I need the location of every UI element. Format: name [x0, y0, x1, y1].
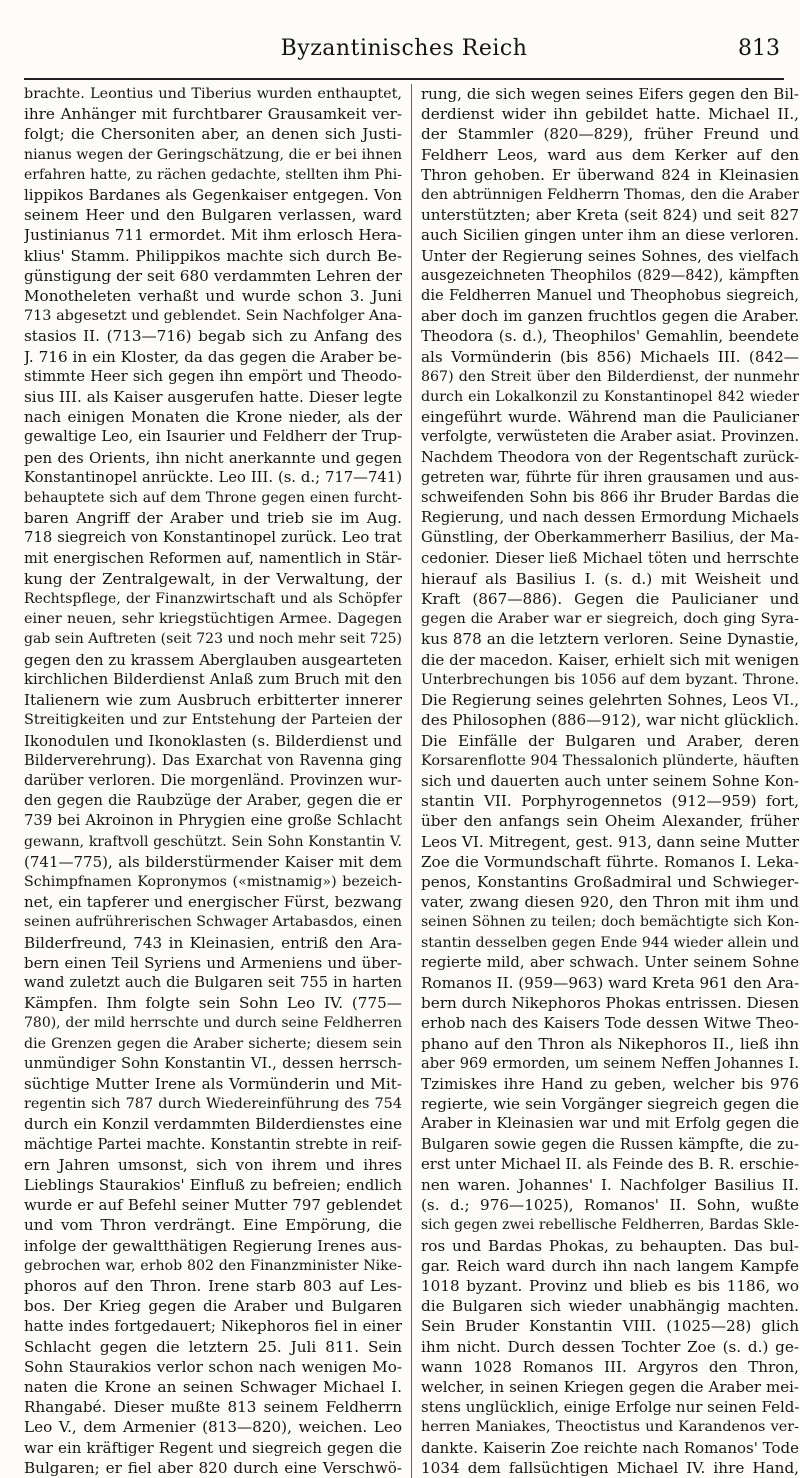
text-line: welcher, in seinen Kriegen gegen die Araber mei-	[421, 1378, 799, 1396]
text-line: regierte mild, aber schwach. Unter seinem Sohne	[421, 953, 799, 971]
text-line: behauptete sich auf dem Throne gegen einen furcht-	[24, 490, 402, 507]
text-line: folgt; die Chersoniten aber, an denen sich Justi-	[24, 125, 402, 144]
text-line: den abtrünnigen Feldherrn Thomas, den die Araber	[421, 187, 799, 204]
text-line: Nachdem Theodora von der Regentschaft zurück-	[421, 448, 799, 466]
text-line: wurde er auf Befehl seiner Mutter 797 geblendet	[24, 1196, 402, 1215]
text-line: einer neuen, sehr kriegstüchtigen Armee. Dagegen	[24, 611, 402, 628]
text-line: der Stammler (820—829), früher Freund und	[421, 125, 799, 144]
text-line: stimmte Heer sich gegen ihn empört und Theodo-	[24, 367, 402, 385]
text-line: wann 1028 Romanos III. Argyros den Thron,	[421, 1357, 799, 1376]
text-line: klius' Stamm. Philippikos machte sich durch Be-	[24, 246, 402, 265]
text-line: süchtige Mutter Irene als Vormünderin und Mit-	[24, 1074, 402, 1093]
text-line: Günstling, der Oberkammerherr Basilius, der Ma-	[421, 529, 799, 547]
text-line: Romanos II. (959—963) ward Kreta 961 den Ara-	[421, 973, 799, 992]
text-line: Schlacht gegen die letztern 25. Juli 811. Sein	[24, 1337, 402, 1356]
text-line: aber doch im ganzen fruchtlos gegen die Araber.	[421, 307, 799, 326]
text-line: schweifenden Sohn bis 866 ihr Bruder Bardas die	[421, 489, 799, 507]
text-line: rung, die sich wegen seines Eifers gegen den Bil-	[421, 85, 799, 103]
text-line: mächtige Partei machte. Konstantin strebte in reif-	[24, 1135, 402, 1153]
text-line: 713 abgesetzt und geblendet. Sein Nachfolger Ana-	[24, 308, 402, 325]
text-line: sich und dauerten auch unter seinem Sohne Kon-	[421, 771, 799, 790]
text-line: Araber in Kleinasien war und mit Erfolg gegen die	[421, 1115, 799, 1133]
text-line: ausgezeichneten Theophilos (829—842), kämpften	[421, 266, 799, 284]
text-line: des Philosophen (886—912), war nicht glücklich.	[421, 711, 799, 730]
text-line: vater, zwang diesen 920, den Thron mit ihm und	[421, 893, 799, 912]
text-line: stantin VII. Porphyrogennetos (912—959) fort,	[421, 792, 799, 811]
text-line: Leo V., dem Armenier (813—820), weichen. Leo	[24, 1418, 402, 1437]
text-line: ihm nicht. Durch dessen Tochter Zoe (s. d.) ge-	[421, 1337, 799, 1356]
text-line: seinem Heer und den Bulgaren verlassen, ward	[24, 206, 402, 225]
text-line: sich gegen zwei rebellische Feldherren, Bardas Skle-	[421, 1217, 799, 1234]
text-line: durch ein Lokalkonzil zu Konstantinopel 842 wieder	[421, 389, 799, 406]
text-line: nach einigen Monaten die Krone nieder, als der	[24, 408, 402, 427]
text-line: hierauf als Basilius I. (s. d.) mit Weisheit und	[421, 569, 799, 588]
text-line: aber 969 ermorden, um seinem Neffen Johannes I.	[421, 1054, 799, 1072]
text-line: die Grenzen gegen die Araber sicherte; diesem sein	[24, 1035, 402, 1052]
text-line: mit energischen Reformen auf, namentlich in Stär-	[24, 549, 402, 567]
text-line: derdienst wider ihn gebildet hatte. Michael II.,	[421, 105, 799, 124]
text-line: Bulgaren sowie gegen die Russen kämpfte, die zu-	[421, 1135, 799, 1153]
text-line: dankte. Kaiserin Zoe reichte nach Romanos' Tode	[421, 1438, 799, 1457]
text-line: nianus wegen der Geringschätzung, die er bei ihnen	[24, 146, 402, 163]
text-line: Schimpfnamen Kopronymos («mistnamig») bezeich-	[24, 873, 402, 890]
text-line: phoros auf den Thron. Irene starb 803 auf Les-	[24, 1276, 402, 1295]
text-line: ihre Anhänger mit furchtbarer Grausamkeit ver-	[24, 105, 402, 124]
text-line: seinen aufrührerischen Schwager Artabasdos, einen	[24, 914, 402, 931]
text-line: (741—775), als bilderstürmender Kaiser mit dem	[24, 852, 402, 871]
page-number: 813	[738, 36, 780, 61]
text-line: Sohn Staurakios verlor schon nach wenigen Mo-	[24, 1357, 402, 1376]
text-line: gar. Reich ward durch ihn nach langem Kampfe	[421, 1256, 799, 1275]
text-line: cedonier. Dieser ließ Michael töten und herrschte	[421, 549, 799, 567]
text-line: Sein Bruder Konstantin VIII. (1025—28) glich	[421, 1317, 799, 1336]
text-line: stens unglücklich, einige Erfolge nur seinen Feld-	[421, 1398, 799, 1417]
right-column	[412, 84, 799, 1478]
left-column	[24, 84, 412, 1478]
text-line: Leos VI. Mitregent, gest. 913, dann seine Mutter	[421, 832, 799, 851]
text-line: erfahren hatte, zu rächen gedachte, stellten ihm Phi-	[24, 166, 402, 183]
text-line: Bilderfreund, 743 in Kleinasien, entriß den Ara-	[24, 933, 402, 952]
text-line: Rechtspflege, der Finanzwirtschaft und als Schöpfer	[24, 591, 402, 608]
text-line: günstigung der seit 680 verdammten Lehren der	[24, 266, 402, 285]
text-line: Kraft (867—886). Gegen die Paulicianer und	[421, 590, 799, 609]
text-line: stasios II. (713—716) begab sich zu Anfang des	[24, 327, 402, 346]
text-line: und vom Thron verdrängt. Eine Empörung, die	[24, 1216, 402, 1235]
text-line: gegen die Araber war er siegreich, doch ging Syra-	[421, 611, 799, 628]
text-line: Streitigkeiten und zur Entstehung der Parteien der	[24, 712, 402, 729]
text-line: durch ein Konzil verdammten Bilderdienstes eine	[24, 1115, 402, 1134]
text-line: 867) den Streit über den Bilderdienst, der nunmehr	[421, 368, 799, 385]
page-header	[24, 0, 784, 80]
text-line: hatte indes fortgedauert; Nikephoros fiel in einer	[24, 1317, 402, 1336]
text-line: erst unter Michael II. als Feinde des B. R. erschie-	[421, 1155, 799, 1173]
text-line: kus 878 an die letztern verloren. Seine Dynastie,	[421, 630, 799, 649]
text-line: die Feldherren Manuel und Theophobus siegreich,	[421, 287, 799, 305]
text-line: unterstützten; aber Kreta (seit 824) und seit 827	[421, 206, 799, 225]
text-line: Konstantinopel anrückte. Leo III. (s. d.; 717—741)	[24, 468, 402, 486]
text-line: infolge der gewaltthätigen Regierung Irenes aus-	[24, 1236, 402, 1255]
text-line: Lieblings Staurakios' Einfluß zu befreien; endlich	[24, 1175, 402, 1194]
text-line: über den anfangs sein Oheim Alexander, früher	[421, 812, 799, 831]
text-line: (s. d.; 976—1025), Romanos' II. Sohn, wußte	[421, 1196, 799, 1215]
text-line: lippikos Bardanes als Gegenkaiser entgegen. Von	[24, 186, 402, 205]
text-line: gewaltige Leo, ein Isaurier und Feldherr der Trup-	[24, 428, 402, 446]
text-line: Italienern wie zum Ausbruch erbitterter innerer	[24, 691, 402, 710]
text-line: 1018 byzant. Provinz und blieb es bis 1186, wo	[421, 1276, 799, 1295]
text-line: stantin desselben gegen Ende 944 wieder allein und	[421, 934, 799, 951]
text-line: gab sein Auftreten (seit 723 und noch mehr seit 725)	[24, 631, 402, 648]
text-line: phano auf den Thron als Nikephoros II., ließ ihn	[421, 1034, 799, 1053]
text-line: ern Jahren umsonst, sich von ihrem und ihres	[24, 1155, 402, 1174]
text-line: Bilderverehrung). Das Exarchat von Ravenna ging	[24, 751, 402, 769]
text-line: bos. Der Krieg gegen die Araber und Bulgaren	[24, 1297, 402, 1316]
text-line: penos, Konstantins Großadmiral und Schwieger-	[421, 872, 799, 891]
text-line: baren Angriff der Araber und trieb sie im Aug.	[24, 509, 402, 528]
text-line: seinen Söhnen zu teilen; doch bemächtigte sich Kon-	[421, 914, 799, 931]
running-title: Byzantinisches Reich	[280, 36, 528, 61]
text-line: kirchlichen Bilderdienst Anlaß zum Bruch mit den	[24, 670, 402, 688]
text-line: ros und Bardas Phokas, zu behaupten. Das bul-	[421, 1236, 799, 1255]
text-line: gebrochen war, erhob 802 den Finanzminister Nike-	[24, 1257, 402, 1274]
text-line: Kämpfen. Ihm folgte sein Sohn Leo IV. (775—	[24, 994, 402, 1013]
text-line: bern durch Nikephoros Phokas entrissen. Diesen	[421, 994, 799, 1013]
text-line: erhob nach des Kaisers Tode dessen Witwe Theo-	[421, 1014, 799, 1033]
text-line: regierte, wie sein Vorgänger siegreich gegen die	[421, 1095, 799, 1114]
text-line: Regierung, und nach dessen Ermordung Michaels	[421, 509, 799, 527]
text-line: die Bulgaren sich wieder unabhängig machten.	[421, 1297, 799, 1316]
text-line: gegen den zu krassem Aberglauben ausgearteten	[24, 650, 402, 669]
text-line: Unter der Regierung seines Sohnes, des vielfach	[421, 246, 799, 265]
text-line: sius III. als Kaiser ausgerufen hatte. Dieser legte	[24, 388, 402, 407]
text-line: nen waren. Johannes' I. Nachfolger Basilius II.	[421, 1175, 799, 1194]
text-line: regentin sich 787 durch Wiedereinführung des 754	[24, 1096, 402, 1113]
text-line: Ikonodulen und Ikonoklasten (s. Bilderdienst und	[24, 731, 402, 750]
text-line: eingeführt wurde. Während man die Paulicianer	[421, 408, 799, 427]
text-line: auch Sicilien gingen unter ihm an diese verloren.	[421, 226, 799, 245]
text-line: Tzimiskes ihre Hand zu geben, welcher bis 976	[421, 1074, 799, 1093]
text-line: Feldherr Leos, ward aus dem Kerker auf den	[421, 145, 799, 164]
text-line: 718 siegreich von Konstantinopel zurück. Leo trat	[24, 529, 402, 547]
text-line: die der macedon. Kaiser, erhielt sich mit wenigen	[421, 650, 799, 669]
text-line: wand zuletzt auch die Bulgaren seit 755 in harten	[24, 973, 402, 991]
text-line: 780), der mild herrschte und durch seine Feldherren	[24, 1015, 402, 1032]
text-line: war ein kräftiger Regent und siegreich gegen die	[24, 1438, 402, 1457]
text-line: herren Maniakes, Theoctistus und Karandenos ver-	[421, 1419, 799, 1436]
text-line: Rhangabé. Dieser mußte 813 seinem Feldherrn	[24, 1398, 402, 1417]
text-line: 1034 dem fallsüchtigen Michael IV. ihre Hand,	[421, 1458, 799, 1477]
text-line: Thron gehoben. Er überwand 824 in Kleinasien	[421, 165, 799, 184]
text-line: Unterbrechungen bis 1056 auf dem byzant. Throne.	[421, 671, 799, 688]
text-line: net, ein tapferer und energischer Fürst, bezwang	[24, 893, 402, 912]
text-line: darüber verloren. Die morgenländ. Provinzen wur-	[24, 771, 402, 789]
text-line: Monotheleten verhaßt und wurde schon 3. Juni	[24, 287, 402, 306]
text-line: Korsarenflotte 904 Thessalonich plünderte, häuften	[421, 752, 799, 769]
text-line: gewann, kraftvoll geschützt. Sein Sohn Konstantin V.	[24, 833, 402, 850]
text-line: Bulgaren; er fiel aber 820 durch eine Verschwö-	[24, 1458, 402, 1477]
text-line: getreten war, führte für ihren grausamen und aus-	[421, 468, 799, 486]
text-line: brachte. Leontius und Tiberius wurden enthauptet,	[24, 86, 402, 102]
text-line: den gegen die Raubzüge der Araber, gegen die er	[24, 792, 402, 810]
text-line: Die Einfälle der Bulgaren und Araber, deren	[421, 731, 799, 750]
text-line: Justinianus 711 ermordet. Mit ihm erlosch Hera-	[24, 226, 402, 245]
text-line: Zoe die Vormundschaft führte. Romanos I. Leka-	[421, 852, 799, 871]
text-line: naten die Krone an seinen Schwager Michael I.	[24, 1378, 402, 1396]
text-line: Die Regierung seines gelehrten Sohnes, Leos VI.,	[421, 691, 799, 710]
text-line: unmündiger Sohn Konstantin VI., dessen herrsch-	[24, 1054, 402, 1072]
text-line: Theodora (s. d.), Theophilos' Gemahlin, beendete	[421, 327, 799, 346]
text-columns	[24, 84, 799, 1478]
text-line: pen des Orients, ihn nicht anerkannte und gegen	[24, 448, 402, 467]
text-line: als Vormünderin (bis 856) Michaels III. (842—	[421, 347, 799, 366]
text-line: kung der Zentralgewalt, in der Verwaltung, der	[24, 569, 402, 588]
text-line: verfolgte, verwüsteten die Araber asiat. Provinzen.	[421, 428, 799, 446]
text-line: J. 716 in ein Kloster, da das gegen die Araber be-	[24, 347, 402, 366]
text-line: 739 bei Akroinon in Phrygien eine große Schlacht	[24, 812, 402, 830]
text-line: bern einen Teil Syriens und Armeniens und über-	[24, 953, 402, 972]
